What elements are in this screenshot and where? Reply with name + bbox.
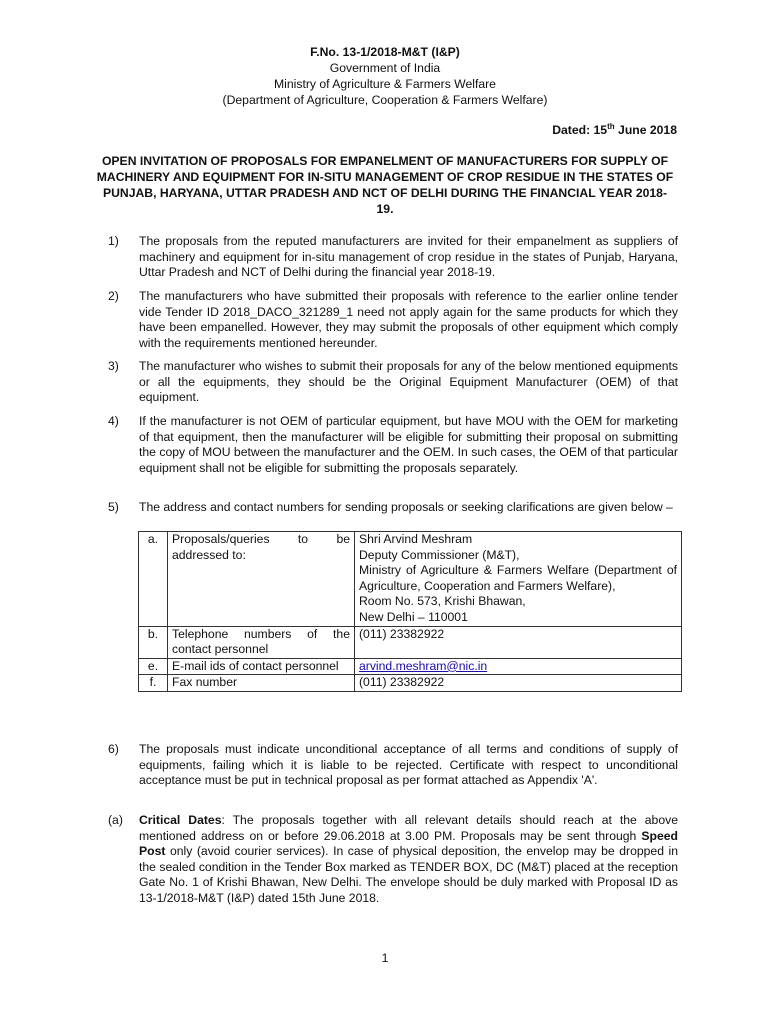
table-row: e. E-mail ids of contact personnel arvind.meshram@nic.in	[139, 658, 682, 675]
table-row: a. Proposals/queries to be addressed to: Shri Arvind Meshram Deputy Commissioner (M&T), Ministry of Agriculture & Farmers Welfare (Department of Agriculture, Cooperation and Farmers Welfare), Room No. 573, Krishi Bhawan, New Delhi – 110001	[139, 532, 682, 627]
department-line: (Department of Agriculture, Cooperation & Farmers Welfare)	[222, 93, 548, 107]
table-row: b. Telephone numbers of the contact personnel (011) 23382922	[139, 626, 682, 658]
document-page: F.No. 13-1/2018-M&T (I&P) Government of India Ministry of Agriculture & Farmers Welfare (Department of Agriculture, Cooperation & Farmers Welfare) Dated: 15th June 2018 OPEN INVITATION OF PROPOSALS FOR EMPANELMENT OF MANUFACTURERS FOR SUPPLY OF MACHINERY AND EQUIPMENT FOR IN-SITU MANAGEMENT OF CROP RESIDUE IN THE STATES OF PUNJAB, HARYANA, UTTAR PRADESH AND NCT OF DELHI DURING THE FINANCIAL YEAR 2018-19. 1) The proposals from the reputed manufacturers are invited for their empanelment as suppliers of machinery and equipment for in-situ management of crop residue in the states of Punjab, Haryana, Uttar Pradesh and NCT of Delhi during the financial year 2018-19. 2) The manufacturers who have submitted their proposals with reference to the earlier online tender vide Tender ID 2018_DACO_321289_1 need not apply again for the same products for which they have been empanelled. However, they may submit the proposals of other equipment which comply with the requirements mentioned hereunder. 3) The manufacturer who wishes to submit their proposals for any of the below mentioned equipments or all the equipments, they should be the Original Equipment Manufacturer (OEM) of that equipment. 4) If the manufacturer is not OEM of particular equipment, but have MOU with the OEM for marketing of that equipment, then the manufacturer will be eligible for submitting their proposal on submitting the copy of MOU between the manufacturer and the OEM. In such cases, the OEM of that particular equipment shall not be eligible for submitting the proposals separately. 5) The address and contact numbers for sending proposals or seeking clarifications are given below – a. Proposals/queries to be addressed to: Shri Arvind Meshram Deputy Commissioner (M&T), Ministry of Agriculture & Farmers Welfare (Department of Agriculture, Cooperation and Farmers Welfare), Room No. 573, Krishi Bhawan, New Delhi – 110001 b. Telephone numbers of the contact personnel (011) 23382922 e. E-mail ids of contact personnel arvind.meshram@nic.in f. Fax number (011) 23382922 6) The proposals must indicate unconditional acceptance of all terms and conditions of supply of equipments, failing which it is liable to be rejected. Certificate with respect to unconditional acceptance must be put in technical proposal as per format attached as Appendix 'A'. (a) Critical Dates: The proposals together with all relevant details should reach at the above mentioned address on or before 29.06.2018 at 3.00 PM. Proposals may be sent through Speed Post only (avoid courier services). In case of physical deposition, the envelop may be dropped in the sealed condition in the Tender Box marked as TENDER BOX, DC (M&T) placed at the reception Gate No. 1 of Krishi Bhawan, New Delhi. The envelope should be duly marked with Proposal ID as 13-1/2018-M&T (I&P) dated 15th June 2018. 1	[0, 0, 770, 1024]
email-link[interactable]: arvind.meshram@nic.in	[359, 658, 488, 673]
document-title: OPEN INVITATION OF PROPOSALS FOR EMPANELMENT OF MANUFACTURERS FOR SUPPLY OF MACHINERY AND EQUIPMENT FOR IN-SITU MANAGEMENT OF CROP RESIDUE IN THE STATES OF PUNJAB, HARYANA, UTTAR PRADESH AND NCT OF DELHI DURING THE FINANCIAL YEAR 2018-19.	[96, 154, 674, 216]
date-line: Dated: 15th June 2018	[552, 121, 677, 137]
table-row: f. Fax number (011) 23382922	[139, 675, 682, 692]
government-line: Government of India	[329, 61, 441, 75]
critical-dates-label: Critical Dates	[139, 813, 222, 827]
page-number: 1	[381, 951, 389, 965]
contact-table	[138, 531, 682, 692]
speed-post-label: Speed Post	[139, 828, 678, 859]
letter-header	[0, 44, 770, 108]
file-number: F.No. 13-1/2018-M&T (I&P)	[310, 45, 460, 59]
ministry-line: Ministry of Agriculture & Farmers Welfare	[274, 77, 496, 91]
